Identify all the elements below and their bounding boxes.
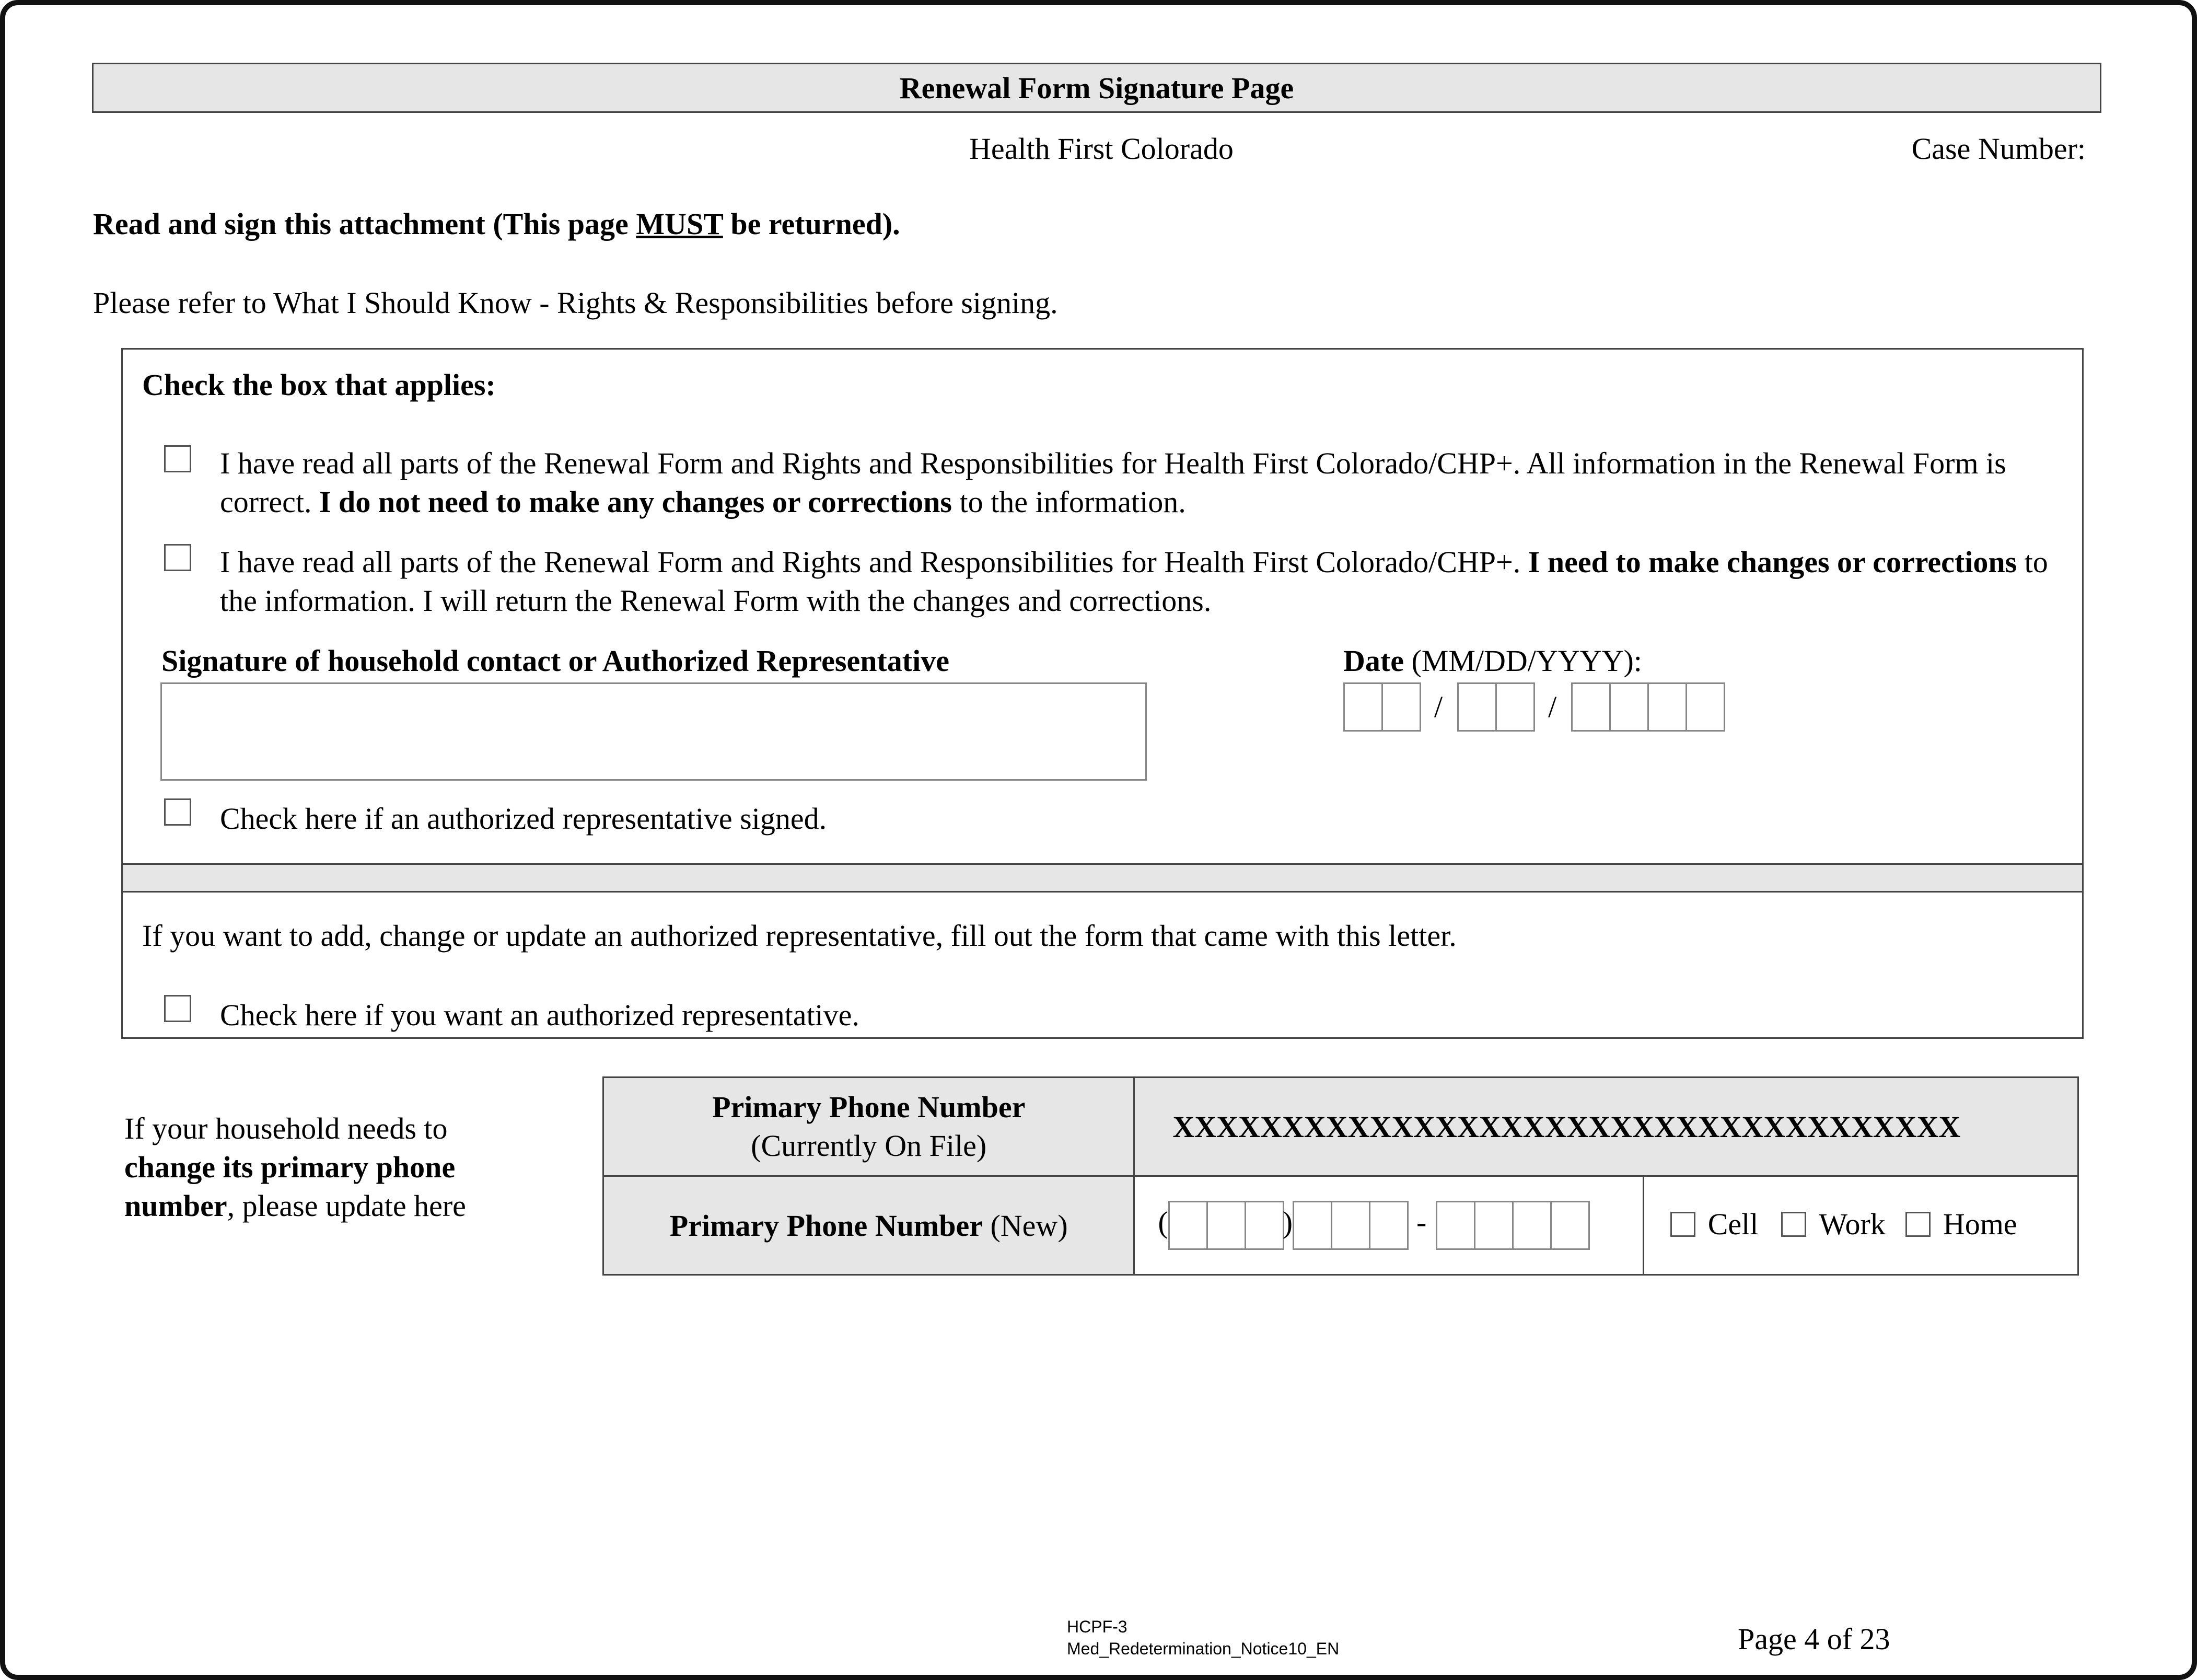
- footer-page-number: Page 4 of 23: [1738, 1622, 1890, 1656]
- new-phone-label-cell: [603, 1176, 1134, 1275]
- date-digit-box[interactable]: [1343, 682, 1383, 732]
- area-code-boxes[interactable]: [1168, 1205, 1283, 1239]
- signature-field[interactable]: [160, 682, 1147, 781]
- date-day-boxes[interactable]: [1457, 682, 1533, 732]
- phone-type-home-checkbox[interactable]: [1905, 1212, 1931, 1237]
- page-title-text: Renewal Form Signature Page: [899, 71, 1294, 105]
- date-label-format: (MM/DD/YYYY):: [1403, 644, 1642, 678]
- date-digit-box[interactable]: [1381, 682, 1421, 732]
- section-divider-strip: [121, 863, 2084, 893]
- phone-digit-box[interactable]: [1369, 1201, 1409, 1250]
- phone-type-home-label: Home: [1943, 1207, 2017, 1242]
- option-changes-checkbox[interactable]: [164, 544, 191, 571]
- current-phone-label-cell: [603, 1077, 1134, 1176]
- date-digit-box[interactable]: [1457, 682, 1497, 732]
- phone-type-cell-option[interactable]: [1670, 1207, 1759, 1242]
- read-sign-suffix: be returned).: [723, 207, 900, 241]
- phone-type-cell-label: Cell: [1707, 1207, 1759, 1242]
- option2-text-b: to the information. I will return the Renewal Form with the changes and corrections.: [220, 545, 2048, 618]
- phone-digit-box[interactable]: [1245, 1201, 1284, 1250]
- phone-update-instruction: [124, 1109, 521, 1225]
- exchange-boxes[interactable]: [1293, 1205, 1407, 1239]
- new-phone-label-suffix: (New): [982, 1208, 1068, 1243]
- page-title: [92, 63, 2101, 113]
- current-phone-value-cell: [1134, 1077, 2078, 1176]
- option-no-changes-checkbox[interactable]: [164, 445, 191, 472]
- date-month-boxes[interactable]: [1343, 682, 1420, 732]
- phone-type-cell: [1643, 1176, 2078, 1275]
- refer-text: Please refer to What I Should Know - Rights & Responsibilities before signing.: [93, 286, 1058, 320]
- line-number-boxes[interactable]: [1436, 1205, 1588, 1239]
- date-label: [1343, 642, 1642, 680]
- date-separator: /: [1434, 690, 1443, 724]
- option-changes-text: [220, 543, 2070, 620]
- phone-type-work-checkbox[interactable]: [1781, 1212, 1806, 1237]
- phone-digit-box[interactable]: [1512, 1201, 1552, 1250]
- phone-digit-box[interactable]: [1474, 1201, 1514, 1250]
- current-phone-label: Primary Phone Number: [712, 1090, 1026, 1124]
- must-emphasis: MUST: [636, 207, 723, 241]
- area-code-open-paren: (: [1158, 1205, 1168, 1239]
- current-phone-sublabel: (Currently On File): [751, 1129, 987, 1163]
- phone-digit-box[interactable]: [1436, 1201, 1475, 1250]
- want-auth-rep-checkbox[interactable]: [164, 995, 191, 1022]
- phone-type-home-option[interactable]: [1905, 1207, 2017, 1242]
- phone-side-text-bold: change its primary phone number: [124, 1150, 456, 1223]
- phone-type-cell-checkbox[interactable]: [1670, 1212, 1695, 1237]
- check-heading: Check the box that applies:: [142, 368, 496, 402]
- new-phone-label: Primary Phone Number: [669, 1208, 983, 1243]
- phone-digit-box[interactable]: [1168, 1201, 1208, 1250]
- option-no-changes-text: [220, 444, 2070, 522]
- auth-rep-signed-checkbox[interactable]: [164, 798, 191, 826]
- new-phone-entry-cell: [1134, 1176, 1643, 1275]
- read-sign-prefix: Read and sign this attachment (This page: [93, 207, 636, 241]
- phone-side-text-a: If your household needs to: [124, 1111, 448, 1145]
- phone-side-text-b: , please update here: [227, 1189, 466, 1223]
- phone-digit-box[interactable]: [1550, 1201, 1590, 1250]
- phone-table: [602, 1076, 2079, 1276]
- auth-rep-signed-label: Check here if an authorized representative signed.: [220, 802, 827, 836]
- phone-digit-box[interactable]: [1331, 1201, 1370, 1250]
- option2-text-bold: I need to make changes or corrections: [1528, 545, 2017, 579]
- footer-notice-id: Med_Redetermination_Notice10_EN: [1067, 1639, 1340, 1658]
- case-number-label: Case Number:: [1911, 132, 2086, 166]
- option2-text-a: I have read all parts of the Renewal Form and Rights and Responsibilities for Health First Colorado/CHP+.: [220, 545, 1528, 579]
- option1-text-b: to the information.: [951, 485, 1186, 519]
- program-name: Health First Colorado: [969, 132, 1234, 166]
- date-digit-box[interactable]: [1609, 682, 1649, 732]
- date-separator: /: [1548, 690, 1557, 724]
- phone-type-work-label: Work: [1819, 1207, 1886, 1242]
- date-digit-box[interactable]: [1571, 682, 1611, 732]
- date-digit-box[interactable]: [1647, 682, 1687, 732]
- area-code-close-paren: ): [1282, 1205, 1293, 1239]
- option1-text-a: I have read all parts of the Renewal Form and Rights and Responsibilities for Health First Colorado/CHP+. All information in the Renewal Form is correct.: [220, 446, 2006, 519]
- signature-label: Signature of household contact or Authorized Representative: [161, 644, 949, 678]
- option1-text-bold: I do not need to make any changes or corrections: [319, 485, 952, 519]
- read-sign-instruction: [93, 205, 900, 244]
- phone-new-row: [603, 1176, 2078, 1275]
- date-year-boxes[interactable]: [1571, 682, 1724, 732]
- date-digit-box[interactable]: [1685, 682, 1725, 732]
- phone-current-row: [603, 1077, 2078, 1176]
- phone-dash: -: [1416, 1205, 1427, 1239]
- footer-form-code: HCPF-3: [1067, 1617, 1127, 1636]
- auth-rep-info-text: If you want to add, change or update an authorized representative, fill out the form that came with this letter.: [142, 919, 1457, 953]
- date-field: [1343, 682, 1724, 732]
- phone-digit-box[interactable]: [1293, 1201, 1332, 1250]
- want-auth-rep-label: Check here if you want an authorized representative.: [220, 998, 859, 1032]
- current-phone-value: XXXXXXXXXXXXXXXXXXXXXXXXXXXXXXXXXXXX: [1172, 1109, 1961, 1144]
- phone-type-work-option[interactable]: [1781, 1207, 1885, 1242]
- date-digit-box[interactable]: [1495, 682, 1535, 732]
- date-label-bold: Date: [1343, 644, 1404, 678]
- phone-digit-box[interactable]: [1206, 1201, 1246, 1250]
